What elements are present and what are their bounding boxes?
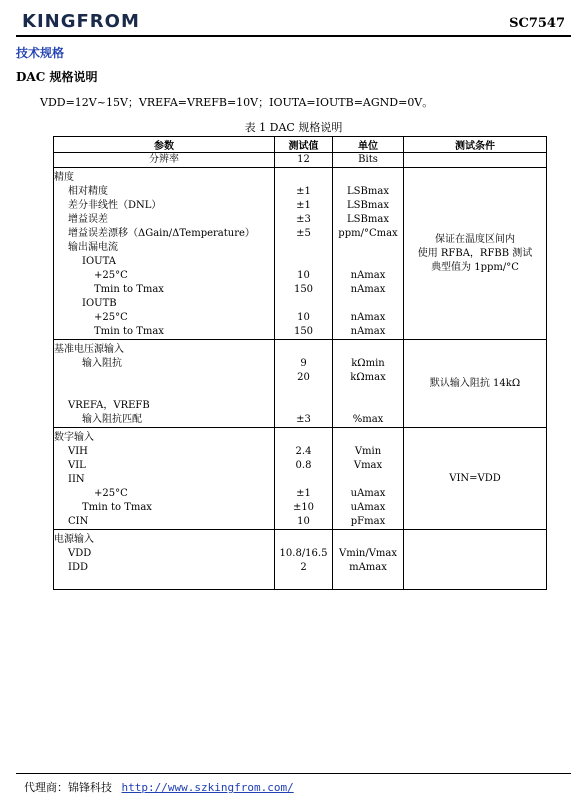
accuracy-unit: ppm/°Cmax [338,228,398,239]
dac-spec-table [53,136,547,590]
power-unit: Vmin/Vmax [338,548,398,559]
reference-condition: 默认输入阻抗 14kΩ [429,377,521,389]
accuracy-value: 10 [297,270,310,281]
accuracy-value [275,241,332,255]
digital-unit: uAmax [350,488,386,499]
power-value [275,533,332,547]
digital-value: 2.4 [295,446,312,457]
accuracy-param: +25°C [94,270,128,281]
digital-value: ±10 [292,502,315,513]
power-param: 电源输入 [54,534,94,545]
reference-unit [333,343,403,357]
accuracy-param: IOUTB [82,298,117,309]
part-number: SC7547 [509,16,565,31]
digital-unit [333,473,403,487]
footer [24,779,294,795]
reference-param [54,385,274,399]
reference-unit [333,385,403,399]
digital-value: ±1 [296,488,311,499]
footer-rule [16,773,571,774]
reference-unit: kΩmin [351,358,385,369]
reference-value [275,385,332,399]
table-row-power [54,530,547,590]
power-unit [333,533,403,547]
accuracy-unit: LSBmax [347,186,389,197]
digital-unit [333,431,403,445]
digital-param: +25°C [94,488,128,499]
digital-value [275,473,332,487]
accuracy-unit: nAmax [350,270,386,281]
value-resolution: 12 [297,154,310,165]
accuracy-unit [333,297,403,311]
accuracy-condition: 保证在温度区间内 [435,233,515,245]
digital-param: VIL [68,460,86,471]
digital-param: CIN [68,516,89,527]
unit-resolution: Bits [358,154,378,165]
accuracy-param: 精度 [54,172,74,183]
reference-value: 20 [297,372,310,383]
table-caption: 表 1 DAC 规格说明 [244,121,343,134]
digital-value [275,431,332,445]
reference-value [275,343,332,357]
accuracy-value: 150 [293,284,314,295]
power-value: 10.8/16.5 [279,548,328,559]
accuracy-value [275,171,332,185]
accuracy-unit [333,241,403,255]
header-rule [16,35,571,37]
accuracy-param: IOUTA [82,256,116,267]
accuracy-param: 增益误差漂移（ΔGain/ΔTemperature） [68,228,255,239]
agent-label: 代理商：锦锋科技 [24,781,112,794]
accuracy-unit: nAmax [350,326,386,337]
accuracy-unit: LSBmax [347,214,389,225]
header-param: 参数 [54,137,275,153]
accuracy-condition: 典型值为 1ppm/°C [431,261,519,273]
param-resolution: 分辨率 [149,154,179,165]
table-row-digital [54,428,547,530]
section-title: 技术规格 [16,46,65,60]
accuracy-value: 150 [293,326,314,337]
accuracy-param: 差分非线性（DNL） [68,200,162,211]
reference-param: VREFA，VREFB [68,400,150,411]
reference-param: 基准电压源输入 [54,344,124,355]
subsection-title: DAC 规格说明 [16,70,98,84]
accuracy-value: ±1 [296,186,311,197]
accuracy-unit [333,255,403,269]
digital-param: Tmin to Tmax [82,502,152,513]
header-value: 测试值 [275,137,333,153]
reference-value: 9 [300,358,307,369]
digital-value: 0.8 [295,460,312,471]
power-value: 2 [300,562,307,573]
power-param: IDD [68,562,88,573]
accuracy-value [275,297,332,311]
table-row-accuracy [54,168,547,340]
table-row-reference [54,340,547,428]
reference-value: ±3 [296,414,311,425]
digital-unit: uAmax [350,502,386,513]
power-param: VDD [68,548,92,559]
accuracy-param: +25°C [94,312,128,323]
reference-unit: %max [352,414,384,425]
digital-unit: Vmin [354,446,382,457]
website-link[interactable]: http://www.szkingfrom.com/ [121,781,294,794]
table-header-row [54,137,547,153]
digital-condition: VIN=VDD [449,472,501,484]
test-conditions: VDD=12V~15V；VREFA=VREFB=10V；IOUTA=IOUTB=AGND=0V。 [40,96,434,109]
accuracy-unit: nAmax [350,312,386,323]
accuracy-condition: 使用 RFBA，RFBB 测试 [417,247,533,259]
header-condition: 测试条件 [404,137,547,153]
reference-param: 输入阻抗匹配 [82,414,142,425]
reference-unit [333,399,403,413]
reference-value [275,399,332,413]
digital-unit: pFmax [350,516,386,527]
accuracy-unit: LSBmax [347,200,389,211]
header-unit: 单位 [333,137,404,153]
accuracy-param: 输出漏电流 [68,242,118,253]
accuracy-value: ±5 [296,228,311,239]
accuracy-value: 10 [297,312,310,323]
table-row-resolution [54,153,547,168]
reference-param [54,371,274,385]
accuracy-value: ±1 [296,200,311,211]
accuracy-value: ±3 [296,214,311,225]
accuracy-param: 相对精度 [68,186,108,197]
power-unit: mAmax [349,562,387,573]
accuracy-unit [333,171,403,185]
reference-param: 输入阻抗 [82,358,122,369]
reference-unit: kΩmax [350,372,386,383]
digital-value: 10 [297,516,310,527]
accuracy-value [275,255,332,269]
accuracy-param: Tmin to Tmax [94,284,164,295]
digital-unit: Vmax [353,460,383,471]
company-logo: KINGFROM [22,11,140,32]
digital-param: VIH [68,446,88,457]
digital-param: 数字输入 [54,432,94,443]
accuracy-unit: nAmax [350,284,386,295]
accuracy-param: 增益误差 [68,214,108,225]
digital-param: IIN [68,474,85,485]
accuracy-param: Tmin to Tmax [94,326,164,337]
